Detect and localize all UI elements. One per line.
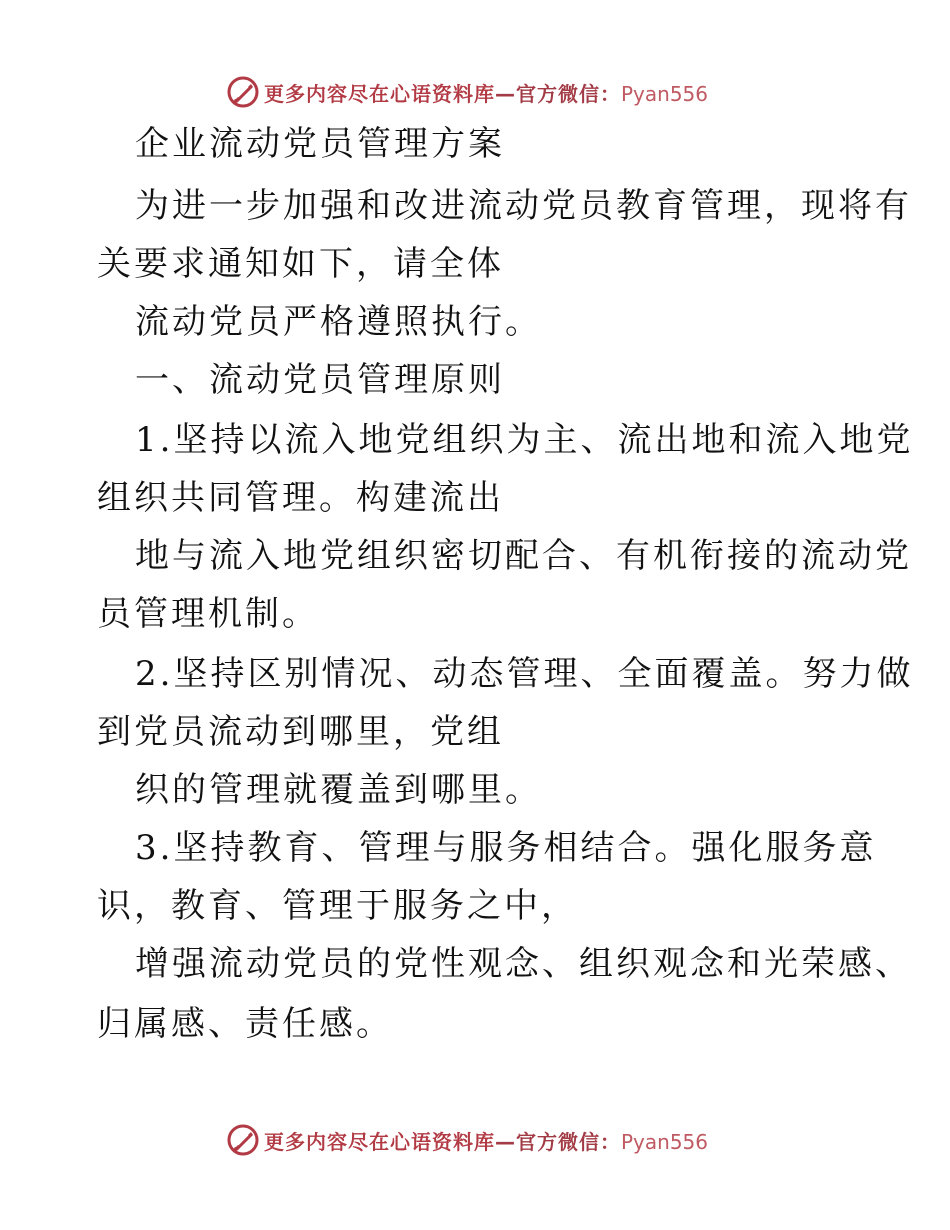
- paragraph-line: 3.坚持教育、管理与服务相结合。强化服务意: [135, 828, 877, 868]
- paragraph-line: 流动党员严格遵照执行。: [135, 302, 542, 342]
- watermark-prefix: 更多内容尽在心语资料库: [263, 1129, 495, 1154]
- watermark-wechat-id: Pyan556: [620, 1129, 708, 1154]
- section-heading: 一、流动党员管理原则: [135, 360, 505, 400]
- paragraph-line: 员管理机制。: [97, 594, 319, 634]
- document-title: 企业流动党员管理方案: [135, 124, 505, 164]
- watermark-group: [226, 1123, 708, 1157]
- paragraph-line: 1.坚持以流入地党组织为主、流出地和流入地党: [135, 420, 914, 460]
- paragraph-line: 织的管理就覆盖到哪里。: [135, 770, 542, 810]
- watermark-prefix: 更多内容尽在心语资料库: [263, 81, 495, 106]
- watermark-dash: —官方微信：: [494, 81, 621, 106]
- top-watermark-banner: [0, 72, 950, 112]
- watermark-dash: —官方微信：: [494, 1129, 621, 1154]
- paragraph-line: 到党员流动到哪里，党组: [97, 712, 504, 752]
- paragraph-line: 地与流入地党组织密切配合、有机衔接的流动党: [135, 536, 912, 576]
- watermark-group: [226, 75, 708, 109]
- bottom-watermark-banner: [0, 1120, 950, 1160]
- paragraph-line: 为进一步加强和改进流动党员教育管理，现将有: [135, 186, 912, 226]
- paragraph-line: 组织共同管理。构建流出: [97, 478, 504, 518]
- watermark-wechat-id: Pyan556: [620, 81, 708, 106]
- pen-feather-logo-icon: [226, 75, 260, 109]
- paragraph-line: 关要求通知如下，请全体: [97, 244, 504, 284]
- watermark-text: [264, 1126, 708, 1155]
- watermark-text: [264, 78, 708, 107]
- pen-feather-logo-icon: [226, 1123, 260, 1157]
- paragraph-line: 增强流动党员的党性观念、组织观念和光荣感、: [135, 944, 912, 984]
- paragraph-line: 归属感、责任感。: [97, 1004, 393, 1044]
- paragraph-line: 2.坚持区别情况、动态管理、全面覆盖。努力做: [135, 654, 914, 694]
- paragraph-line: 识，教育、管理于服务之中，: [97, 886, 578, 926]
